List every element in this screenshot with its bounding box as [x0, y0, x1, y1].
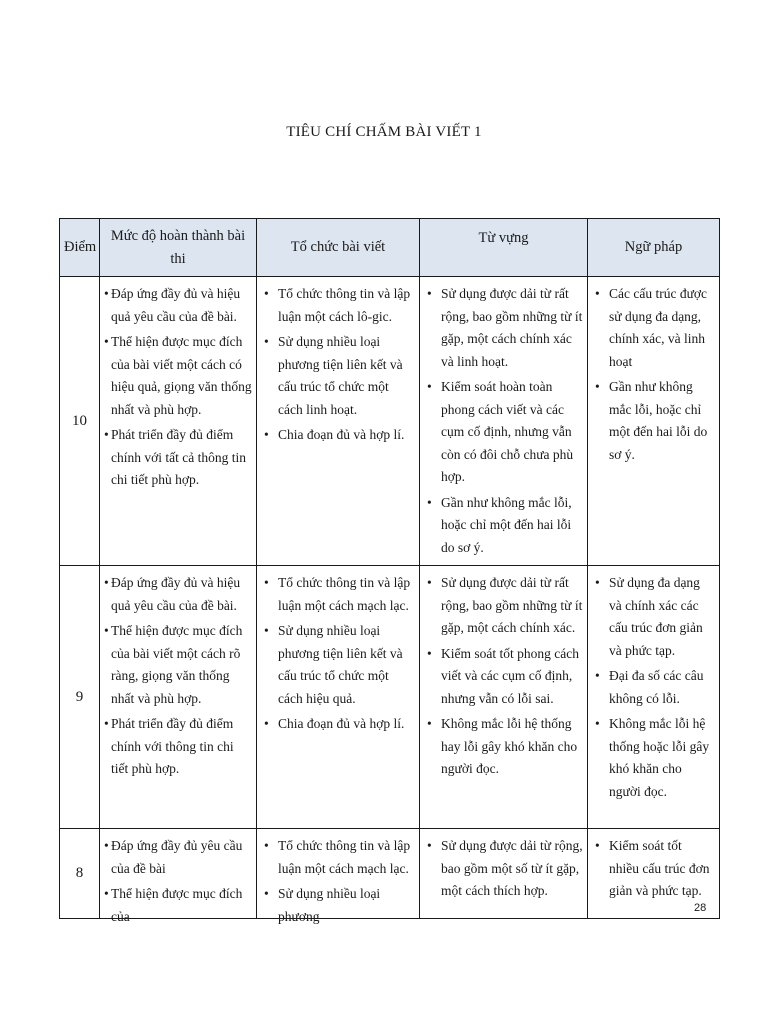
bullet-text: Đáp ứng đầy đủ yêu cầu của đề bài	[111, 838, 243, 876]
bullet-icon: •	[595, 716, 600, 731]
bullet-item	[104, 572, 252, 617]
bullet-item	[424, 492, 583, 560]
bullet-item	[592, 835, 715, 903]
bullet-icon: •	[427, 494, 432, 510]
bullet-item	[261, 331, 415, 421]
bullet-text: Gần như không mắc lỗi, hoặc chỉ một đến hai lỗi do sơ ý.	[609, 379, 708, 462]
table-row	[60, 566, 720, 829]
organization-cell	[257, 277, 420, 566]
bullet-item	[104, 713, 252, 781]
bullet-icon: •	[104, 334, 109, 349]
bullet-icon: •	[427, 575, 432, 590]
vocabulary-cell	[420, 566, 588, 829]
header-task: Mức độ hoàn thành bài thi	[100, 219, 257, 277]
page-number: 28	[694, 902, 707, 914]
bullet-text: Đáp ứng đầy đủ và hiệu quả yêu cầu của đề bài.	[111, 575, 241, 613]
bullet-text: Tổ chức thông tin và lập luận một cách mạch lạc.	[278, 575, 411, 613]
bullet-item	[261, 572, 415, 617]
bullet-item	[424, 376, 583, 489]
bullet-text: Kiểm soát tốt nhiều cấu trúc đơn giản và phức tạp.	[609, 838, 710, 898]
bullet-icon: •	[104, 427, 109, 442]
bullet-item	[424, 835, 583, 903]
bullet-text: Sử dụng được dải từ rộng, bao gồm một số từ ít gặp, một cách thích hợp.	[441, 838, 583, 898]
grammar-cell	[588, 277, 720, 566]
bullet-text: Sử dụng nhiều loại phương tiện liên kết và cấu trúc tổ chức một cách linh hoạt.	[278, 334, 403, 417]
bullet-text: Chia đoạn đủ và hợp lí.	[278, 427, 405, 442]
bullet-icon: •	[264, 286, 269, 301]
bullet-text: Sử dụng nhiều loại phương tiện liên kết và cấu trúc tổ chức một cách hiệu quả.	[278, 623, 403, 706]
grammar-cell	[588, 566, 720, 829]
score-cell: 9	[60, 566, 100, 829]
table-row	[60, 829, 720, 919]
bullet-icon: •	[427, 286, 432, 301]
bullet-item	[424, 283, 583, 373]
bullet-text: Kiểm soát hoàn toàn phong cách viết và các cụm cố định, nhưng vẫn còn có đôi chỗ chưa phù hợp.	[441, 379, 574, 484]
bullet-item	[104, 835, 252, 880]
bullet-icon: •	[264, 716, 269, 731]
bullet-text: Đáp ứng đầy đủ và hiệu quả yêu cầu của đề bài.	[111, 286, 241, 324]
bullet-icon: •	[264, 886, 269, 901]
bullet-item	[104, 883, 252, 928]
bullet-item	[261, 424, 415, 447]
bullet-text: Không mắc lỗi hệ thống hoặc lỗi gây khó khăn cho người đọc.	[609, 716, 710, 799]
bullet-icon: •	[595, 575, 600, 590]
bullet-text: Sử dụng nhiều loại phương	[278, 886, 381, 924]
bullet-icon: •	[264, 838, 269, 853]
bullet-text: Thể hiện được mục đích của	[111, 886, 243, 924]
bullet-text: Phát triển đầy đủ điểm chính với thông tin chi tiết phù hợp.	[111, 716, 234, 776]
bullet-item	[104, 424, 252, 492]
header-row	[60, 219, 720, 277]
vocabulary-cell	[420, 277, 588, 566]
bullet-icon: •	[595, 379, 600, 394]
bullet-item	[592, 283, 715, 373]
bullet-icon: •	[595, 838, 600, 853]
bullet-item	[261, 620, 415, 710]
organization-cell	[257, 566, 420, 829]
bullet-item	[261, 713, 415, 736]
bullet-item	[261, 283, 415, 328]
organization-cell	[257, 829, 420, 924]
bullet-icon: •	[264, 623, 269, 638]
page-title: TIÊU CHÍ CHẤM BÀI VIẾT 1	[286, 124, 482, 140]
header-grammar: Ngữ pháp	[588, 219, 720, 277]
bullet-item	[104, 331, 252, 421]
bullet-text: Chia đoạn đủ và hợp lí.	[278, 716, 405, 731]
bullet-item	[424, 572, 583, 640]
table-row	[60, 277, 720, 566]
bullet-icon: •	[264, 427, 269, 442]
bullet-text: Sử dụng được dải từ rất rộng, bao gồm những từ ít gặp, một cách chính xác.	[441, 575, 583, 635]
bullet-text: Sử dụng được dải từ rất rộng, bao gồm những từ ít gặp, một cách chính xác và linh hoạt.	[441, 286, 583, 369]
bullet-item	[261, 835, 415, 880]
bullet-icon: •	[104, 575, 109, 590]
bullet-item	[592, 572, 715, 662]
bullet-text: Tổ chức thông tin và lập luận một cách mạch lạc.	[278, 838, 411, 876]
bullet-icon: •	[104, 716, 109, 731]
bullet-text: Thể hiện được mục đích của bài viết một cách rõ ràng, giọng văn thống nhất và phù hợp.	[111, 623, 243, 706]
bullet-text: Tổ chức thông tin và lập luận một cách lô-gic.	[278, 286, 411, 324]
bullet-item	[592, 713, 715, 803]
bullet-item	[104, 283, 252, 328]
bullet-icon: •	[427, 379, 432, 394]
bullet-item	[104, 620, 252, 710]
task-cell	[100, 277, 257, 566]
header-score: Điểm	[60, 219, 100, 277]
bullet-item	[424, 643, 583, 711]
bullet-text: Các cấu trúc được sử dụng đa dạng, chính xác, và linh hoạt	[609, 286, 708, 369]
bullet-icon: •	[595, 286, 600, 301]
bullet-icon: •	[104, 886, 109, 901]
score-cell: 8	[60, 829, 100, 919]
bullet-text: Đại đa số các câu không có lỗi.	[609, 668, 704, 706]
bullet-icon: •	[104, 623, 109, 638]
header-vocabulary: Từ vựng	[420, 219, 588, 277]
bullet-icon: •	[427, 716, 432, 731]
bullet-text: Thể hiện được mục đích của bài viết một cách có hiệu quả, giọng văn thống nhất và phù hợp.	[111, 334, 252, 417]
score-cell: 10	[60, 277, 100, 566]
bullet-icon: •	[104, 838, 109, 853]
bullet-item	[424, 713, 583, 781]
bullet-icon: •	[595, 668, 600, 683]
bullet-icon: •	[104, 286, 109, 301]
header-organization: Tổ chức bài viết	[257, 219, 420, 277]
task-cell	[100, 829, 257, 924]
bullet-icon: •	[427, 838, 432, 853]
vocabulary-cell	[420, 829, 588, 919]
bullet-text: Sử dụng đa dạng và chính xác các cấu trúc đơn giản và phức tạp.	[609, 575, 703, 658]
bullet-item	[261, 883, 415, 928]
bullet-icon: •	[264, 334, 269, 349]
bullet-text: Phát triển đầy đủ điểm chính với tất cả thông tin chi tiết phù hợp.	[111, 427, 246, 487]
rubric-table	[59, 218, 720, 924]
bullet-text: Không mắc lỗi hệ thống hay lỗi gây khó khăn cho người đọc.	[441, 716, 578, 776]
bullet-icon: •	[427, 645, 432, 661]
bullet-text: Kiểm soát tốt phong cách viết và các cụm cố định, nhưng vẫn có lỗi sai.	[441, 645, 579, 706]
bullet-text: Gần như không mắc lỗi, hoặc chỉ một đến hai lỗi do sơ ý.	[441, 494, 572, 555]
bullet-icon: •	[264, 575, 269, 590]
task-cell	[100, 566, 257, 829]
bullet-item	[592, 376, 715, 466]
bullet-item	[592, 665, 715, 710]
